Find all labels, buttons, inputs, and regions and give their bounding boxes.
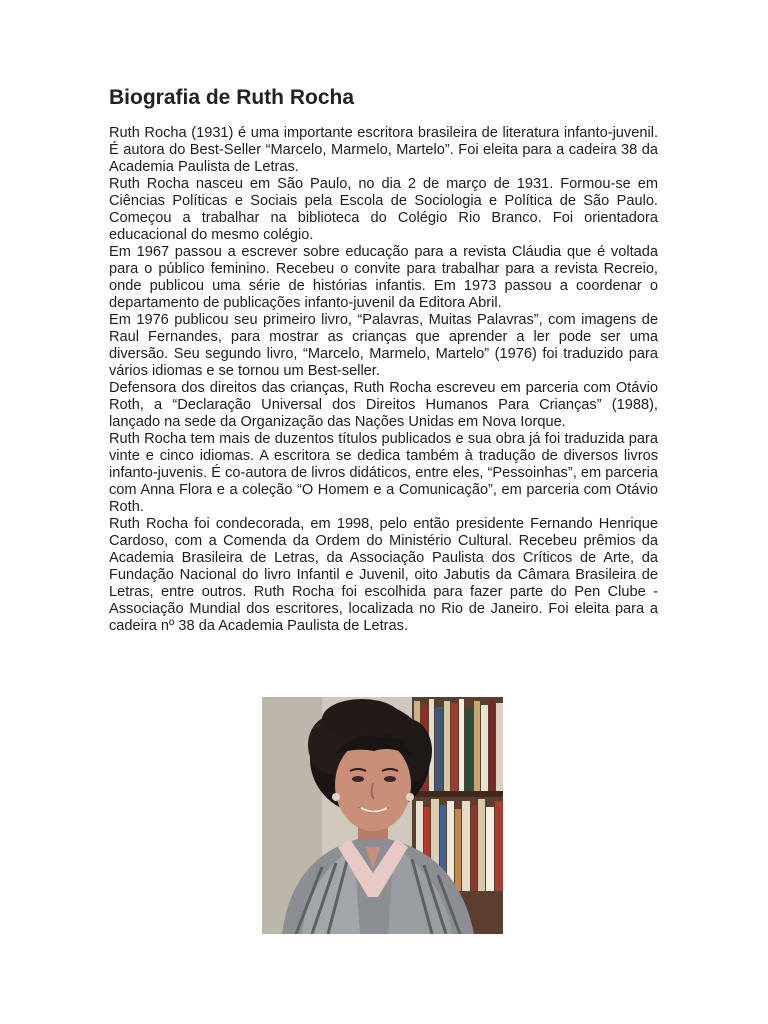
paragraph-intro: Ruth Rocha (1931) é uma importante escritora brasileira de literatura infanto-juvenil. É autora do Best-Seller “Marcelo, Marmelo, Martelo”. Foi eleita para a cadeira 38 da Academia Paulista de Letras. [109, 125, 658, 175]
author-portrait-photo [262, 697, 503, 934]
paragraph-career: Em 1967 passou a escrever sobre educação para a revista Cláudia que é voltada para o público feminino. Recebeu o convite para trabalhar para a revista Recreio, onde publicou uma série de histórias infantis. Em 1973 passou a coordenar o departamento de publicações infanto-juvenil da Editora Abril. [109, 244, 658, 311]
paragraph-birth-education: Ruth Rocha nasceu em São Paulo, no dia 2 de março de 1931. Formou-se em Ciências Políticas e Sociais pela Escola de Sociologia e Política de São Paulo. Começou a trabalhar na biblioteca do Colégio Rio Branco. Foi orientadora educacional do mesmo colégio. [109, 176, 658, 243]
page-title: Biografia de Ruth Rocha [109, 86, 355, 109]
paragraph-awards: Ruth Rocha foi condecorada, em 1998, pelo então presidente Fernando Henrique Cardoso, com a Comenda da Ordem do Ministério Cultural. Recebeu prêmios da Academia Brasileira de Letras, da Associação Paulista dos Críticos de Arte, da Fundação Nacional do livro Infantil e Juvenil, oito Jabutis da Câmara Brasileira de Letras, entre outros. Ruth Rocha foi escolhida para fazer parte do Pen Clube - Associação Mundial dos escritores, localizada no Rio de Janeiro. Foi eleita para a cadeira nº 38 da Academia Paulista de Letras. [109, 516, 658, 634]
document-body [109, 125, 658, 635]
paragraph-childrens-rights: Defensora dos direitos das crianças, Ruth Rocha escreveu em parceria com Otávio Roth, a “Declaração Universal dos Direitos Humanos Para Crianças” (1988), lançado na sede da Organização das Nações Unidas em Nova Iorque. [109, 380, 658, 430]
paragraph-first-books: Em 1976 publicou seu primeiro livro, “Palavras, Muitas Palavras”, com imagens de Raul Fernandes, para mostrar as crianças que aprender a ler pode ser uma diversão. Seu segundo livro, “Marcelo, Marmelo, Martelo” (1976) foi traduzido para vários idiomas e se tornou um Best-seller. [109, 312, 658, 379]
paragraph-works: Ruth Rocha tem mais de duzentos títulos publicados e sua obra já foi traduzida para vinte e cinco idiomas. A escritora se dedica também à tradução de diversos livros infanto-juvenis. É co-autora de livros didáticos, entre eles, “Pessoinhas”, em parceria com Anna Flora e a coleção “O Homem e a Comunicação”, em parceria com Otávio Roth. [109, 431, 658, 515]
document-page [109, 86, 658, 635]
